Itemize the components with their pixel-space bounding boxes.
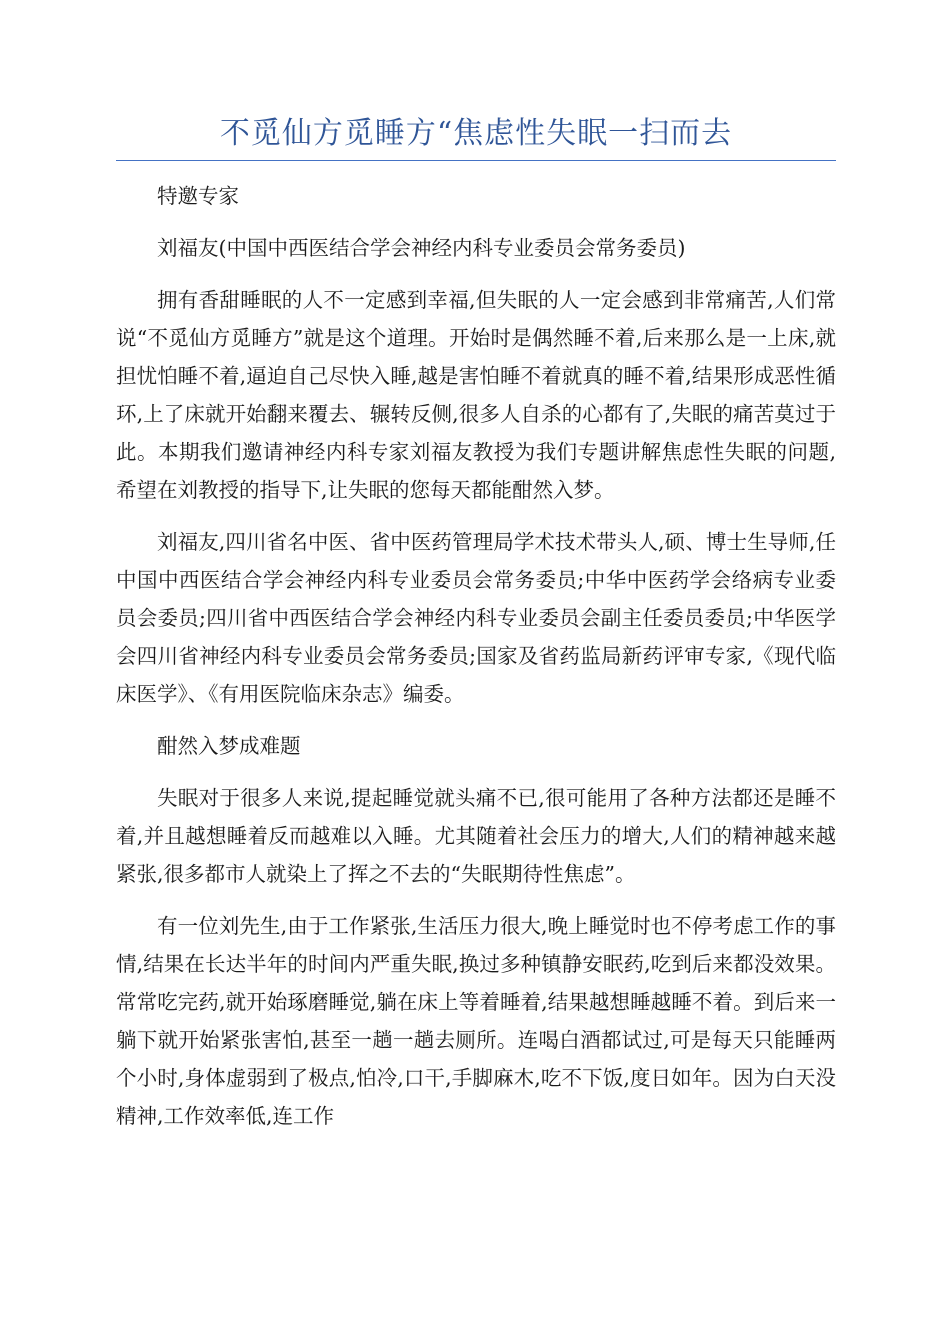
- paragraph-intro: 拥有香甜睡眠的人不一定感到幸福,但失眠的人一定会感到非常痛苦,人们常说“不觅仙方觅睡方”就是这个道理。开始时是偶然睡不着,后来那么是一上床,就担忧怕睡不着,逼迫自己尽快入睡,越是害怕睡不着就真的睡不着,结果形成恶性循环,上了床就开始翻来覆去、辗转反侧,很多人自杀的心都有了,失眠的痛苦莫过于此。本期我们邀请神经内科专家刘福友教授为我们专题讲解焦虑性失眠的问题,希望在刘教授的指导下,让失眠的您每天都能酣然入梦。: [116, 288, 836, 502]
- paragraph-expert-bio: 刘福友,四川省名中医、省中医药管理局学术技术带头人,硕、博士生导师,任中国中西医结合学会神经内科专业委员会常务委员;中华中医药学会络病专业委员会委员;四川省中西医结合学会神经内科专业委员会副主任委员委员;中华医学会四川省神经内科专业委员会常务委员;国家及省药监局新药评审专家,《现代临床医学》、《有用医院临床杂志》编委。: [116, 530, 836, 706]
- paragraph-insomnia-anxiety: 失眠对于很多人来说,提起睡觉就头痛不已,很可能用了各种方法都还是睡不着,并且越想睡着反而越难以入睡。尤其随着社会压力的增大,人们的精神越来越紧张,很多都市人就染上了挥之不去的“失眠期待性焦虑”。: [116, 786, 836, 886]
- paragraph-expert-name: 刘福友(中国中西医结合学会神经内科专业委员会常务委员): [157, 236, 686, 260]
- paragraph-case-mr-liu: 有一位刘先生,由于工作紧张,生活压力很大,晚上睡觉时也不停考虑工作的事情,结果在长达半年的时间内严重失眠,换过多种镇静安眠药,吃到后来都没效果。常常吃完药,就开始琢磨睡觉,躺在床上等着睡着,结果越想睡越睡不着。到后来一躺下就开始紧张害怕,甚至一趟一趟去厕所。连喝白酒都试过,可是每天只能睡两个小时,身体虚弱到了极点,怕冷,口干,手脚麻木,吃不下饭,度日如年。因为白天没精神,工作效率低,连工作: [116, 914, 836, 1128]
- document-title: 不觅仙方觅睡方“焦虑性失眠一扫而去: [116, 112, 836, 161]
- paragraph-section-heading: 酣然入梦成难题: [157, 734, 301, 758]
- paragraph-heading-guest-expert: 特邀专家: [157, 184, 239, 208]
- document-page: [116, 112, 836, 1149]
